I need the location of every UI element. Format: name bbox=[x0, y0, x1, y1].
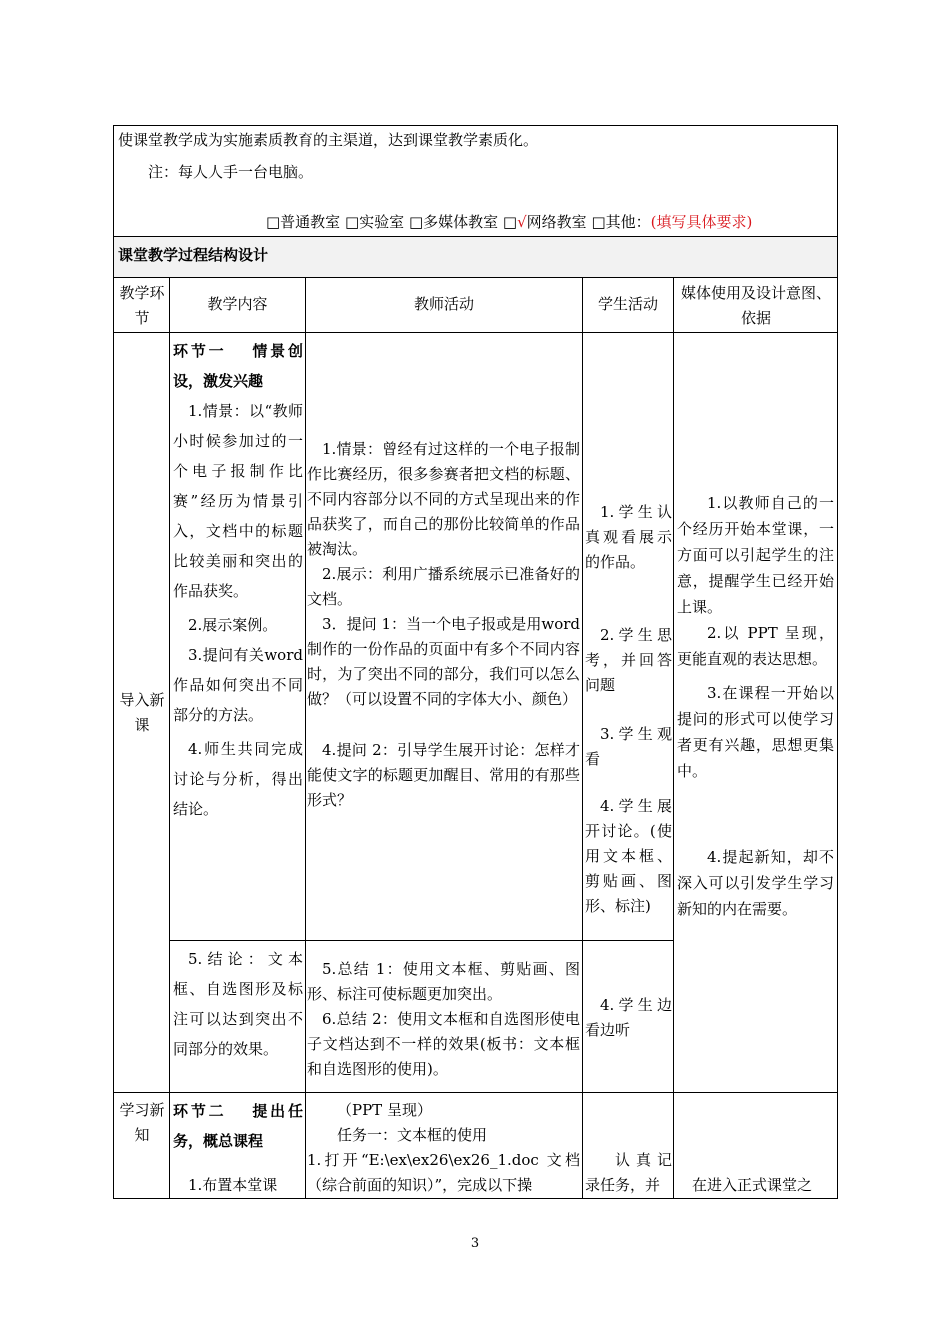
check-icon: √ bbox=[517, 213, 527, 231]
header-stage: 教学环节 bbox=[119, 284, 165, 327]
row1-content-conclusion: 5.结论：文本框、自选图形及标注可以达到突出不同部分的效果。 bbox=[173, 950, 303, 1058]
row1-media-item: 4.提起新知，却不深入可以引发学生学习新知的内在需要。 bbox=[677, 848, 834, 918]
row1-student-summary: 4.学生边看边听 bbox=[585, 996, 672, 1039]
room-network[interactable]: □√网络教室 bbox=[502, 213, 587, 231]
row1-teacher-summary bbox=[307, 957, 580, 1082]
row1-content-title: 环节一 情景创设，激发兴趣 bbox=[173, 342, 303, 390]
room-options bbox=[266, 210, 836, 235]
row1-content-item: 2.展示案例。 bbox=[188, 616, 278, 634]
row1-student-item: 3.学生观看 bbox=[585, 725, 672, 768]
header-student: 学生活动 bbox=[597, 295, 658, 313]
row1-student-item: 4.学生展开讨论。(使用文本框、剪贴画、图形、标注) bbox=[585, 797, 672, 915]
room-multimedia[interactable]: □多媒体教室 bbox=[408, 213, 499, 231]
row1-content-item: 1.情景：以“教师小时候参加过的一个电子报制作比赛”经历为情景引入，文档中的标题比较美丽和突出的作品获奖。 bbox=[173, 402, 303, 600]
header-teacher: 教师活动 bbox=[413, 295, 474, 313]
row1-media-item: 2.以 PPT 呈现，更能直观的表达思想。 bbox=[677, 624, 834, 668]
room-other[interactable]: □其他： bbox=[591, 213, 651, 231]
row2-media: 在进入正式课堂之 bbox=[692, 1176, 813, 1194]
row1-teacher bbox=[307, 437, 580, 813]
row2-teacher bbox=[307, 1098, 580, 1198]
row2-content-title: 环节二 提出任务，概总课程 bbox=[173, 1102, 303, 1150]
room-lab[interactable]: □实验室 bbox=[344, 213, 405, 231]
row2-teacher-item: 任务一：文本框的使用 bbox=[337, 1126, 488, 1144]
row2-stage: 学习新知 bbox=[119, 1101, 165, 1144]
row1-teacher-item: 4.提问 2：引导学生展开讨论：怎样才能使文字的标题更加醒目、常用的有那些形式？ bbox=[307, 741, 580, 809]
row1-student bbox=[585, 500, 672, 919]
intro-note: 注：每人人手一台电脑。 bbox=[148, 163, 314, 181]
row1-stage: 导入新课 bbox=[119, 691, 165, 734]
intro-text: 使课堂教学成为实施素质教育的主渠道，达到课堂教学素质化。 bbox=[118, 131, 539, 149]
row1-content bbox=[173, 336, 303, 824]
teacher-summary-item: 5.总结 1：使用文本框、剪贴画、图形、标注可使标题更加突出。 bbox=[307, 960, 580, 1003]
row2-content-item: 1.布置本堂课 bbox=[188, 1176, 278, 1194]
header-media: 媒体使用及设计意图、依据 bbox=[680, 284, 831, 327]
row1-content-item: 3.提问有关word作品如何突出不同部分的方法。 bbox=[173, 646, 303, 724]
row2-teacher-item: 1.打开“E:\ex\ex26\ex26_1.doc 文档（综合前面的知识）”，完成以下操 bbox=[307, 1151, 580, 1194]
row1-teacher-item: 2.展示：利用广播系统展示已准备好的文档。 bbox=[307, 565, 580, 608]
row1-teacher-item: 1.情景：曾经有过这样的一个电子报制作比赛经历，很多参赛者把文档的标题、不同内容部分以不同的方式呈现出来的作品获奖了，而自己的那份比较简单的作品被淘汰。 bbox=[307, 440, 580, 558]
header-content: 教学内容 bbox=[207, 295, 268, 313]
row1-student-item: 1.学生认真观看展示的作品。 bbox=[585, 503, 672, 571]
teacher-summary-item: 6.总结 2：使用文本框和自选图形使电子文档达到不一样的效果(板书：文本框和自选图形的使用)。 bbox=[307, 1010, 580, 1078]
row1-media-item: 3.在课程一开始以提问的形式可以使学习者更有兴趣，思想更集中。 bbox=[677, 684, 834, 780]
section-title: 课堂教学过程结构设计 bbox=[118, 246, 269, 264]
page-number: 3 bbox=[470, 1236, 480, 1251]
row1-student-item: 2.学生思考，并回答问题 bbox=[585, 626, 672, 694]
row2-content bbox=[173, 1096, 303, 1200]
row1-content-item: 4.师生共同完成讨论与分析，得出结论。 bbox=[173, 740, 303, 818]
room-ordinary[interactable]: □普通教室 bbox=[266, 213, 341, 231]
row2-student: 认真记录任务，并 bbox=[585, 1151, 672, 1194]
room-other-hint: (填写具体要求) bbox=[650, 213, 753, 231]
row2-teacher-item: （PPT 呈现） bbox=[337, 1101, 432, 1119]
row1-media-item: 1.以教师自己的一个经历开始本堂课，一方面可以引起学生的注意，提醒学生已经开始上课。 bbox=[677, 494, 834, 616]
row1-media bbox=[677, 490, 834, 922]
row1-teacher-item: 3．提问 1：当一个电子报或是用word制作的一份作品的页面中有多个不同内容时，为了突出不同的部分，我们可以怎么做？（可以设置不同的字体大小、颜色） bbox=[307, 615, 580, 708]
